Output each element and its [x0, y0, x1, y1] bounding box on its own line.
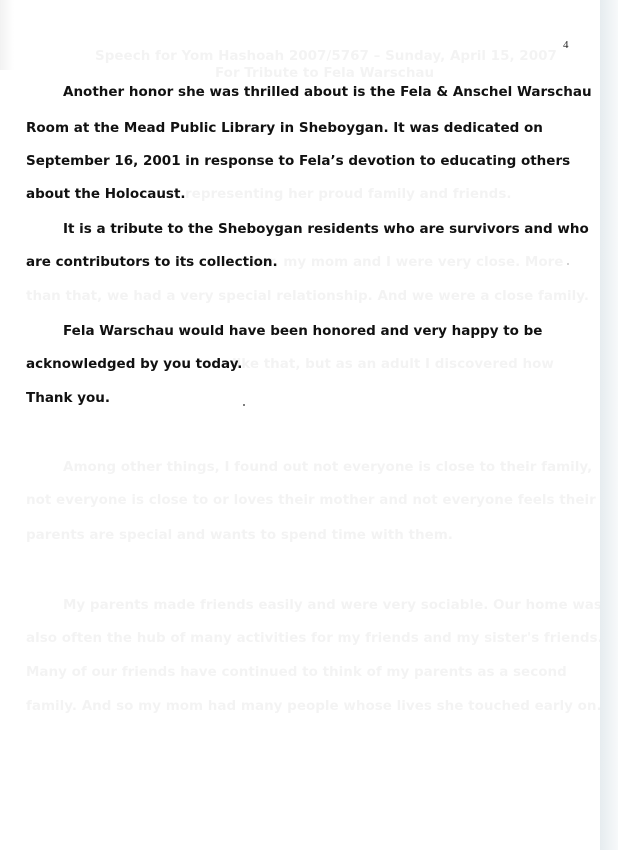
show-through-line — [185, 186, 512, 202]
show-through-line — [26, 527, 453, 543]
scan-edge — [600, 0, 618, 850]
paragraph-3-line-1: Fela Warschau would have been honored and very happy to be — [63, 323, 543, 339]
show-through-line — [63, 459, 592, 475]
closing-line: Thank you. — [26, 390, 111, 406]
paragraph-3-line-2: acknowledged by you today. — [26, 356, 243, 372]
ink-speck — [567, 263, 569, 265]
paragraph-1-line-2: Room at the Mead Public Library in Sheboygan. It was dedicated on — [26, 120, 543, 136]
paragraph-1-line-3: September 16, 2001 in response to Fela’s devotion to educating others — [26, 153, 571, 169]
show-through-line — [26, 492, 596, 508]
page-fold-shadow — [0, 0, 14, 70]
paragraph-1-line-4: about the Holocaust. — [26, 186, 186, 202]
show-through-line — [26, 698, 600, 714]
show-through-heading-1 — [95, 48, 557, 64]
show-through-line — [63, 597, 600, 613]
show-through-line — [250, 254, 563, 270]
paragraph-2-line-1: It is a tribute to the Sheboygan residents who are survivors and who — [63, 221, 589, 237]
show-through-line — [26, 664, 567, 680]
show-through-line — [26, 288, 589, 304]
show-through-line — [232, 356, 554, 372]
show-through-line — [26, 630, 600, 646]
ink-speck — [243, 404, 245, 406]
paragraph-2-line-2: are contributors to its collection. — [26, 254, 278, 270]
paragraph-1-line-1: Another honor she was thrilled about is the Fela & Anschel Warschau — [63, 84, 592, 100]
page-number: 4 — [563, 39, 569, 51]
show-through-heading-2 — [215, 65, 434, 81]
